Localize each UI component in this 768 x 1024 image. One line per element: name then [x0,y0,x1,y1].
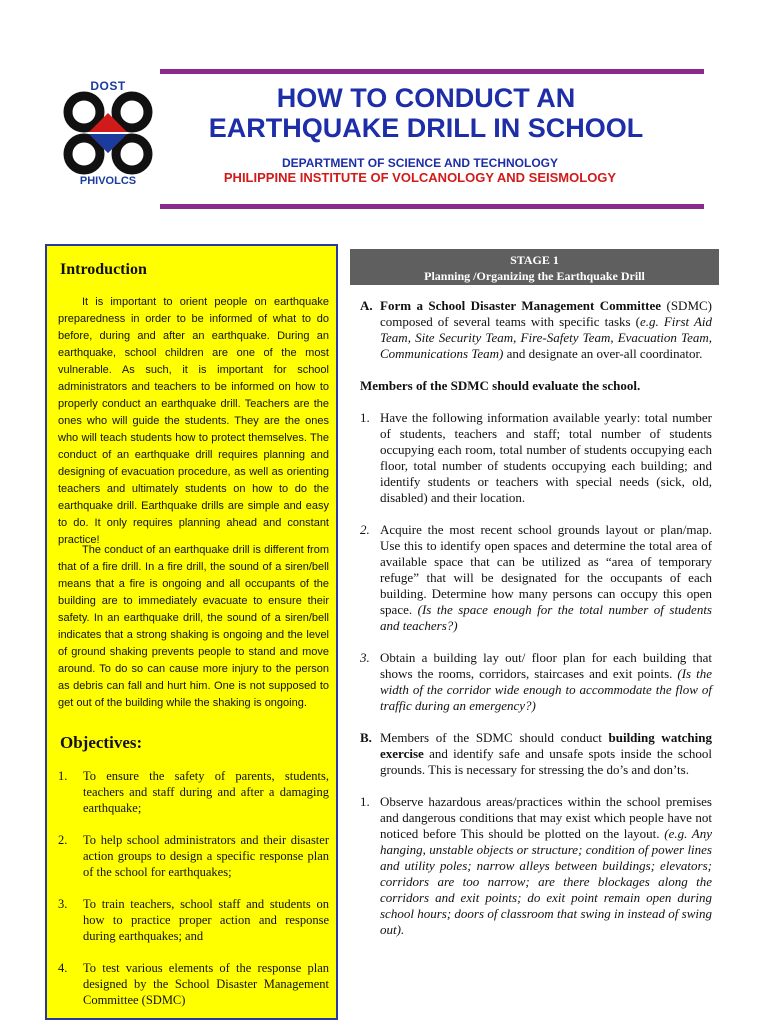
intro-paragraph-2: The conduct of an earthquake drill is different from that of a fire drill. In a fire drill, the sound of a siren/bell means that a fire is ongoing and all occupants of the building are to immediately evacuate to ensure their safety. In an earthquake drill, the sound of a siren/bell indicates that a strong shaking is ongoing and the level of ground shaking prevents people to stand and move around. To do so can cause more injury to the person as debris can fall and hurt him. One is not supposed to get out of the building while the shaking is ongoing. [58,544,329,709]
logo-emblem-icon [62,91,154,175]
section-b: B. Members of the SDMC should conduct building watching exercise and identify safe and unsafe spots inside the school grounds. This is necessary for stressing the do’s and don’ts. [360,730,712,777]
header-rule-bottom [160,204,704,209]
phivolcs-logo [60,79,156,191]
title-line-2: EARTHQUAKE DRILL IN SCHOOL [208,113,644,143]
list-item: 1. Have the following information available yearly: total number of students, teachers and staff; total number of students occupying each room, total number of students occupying each floor, total number of students occupying each building; and identify students or teachers with special needs (sick, old, disabled) and their location. [360,410,712,505]
list-item: 1. To ensure the safety of parents, students, teachers and staff during and after a damaging earthquake; [58,769,329,815]
objectives-list [58,768,329,1020]
list-item: 1. Observe hazardous areas/practices within the school premises and dangerous conditions that may exist which people have not noticed before This should be plotted on the layout. (e.g. Any hanging, unstable objects or structure; condition of power lines and utility poles; narrow alleys between buildings; elevators; corridors are too narrow; are there blockages along the corridors and exit points; do exit point remain open during school hours; doors of classroom that swing in instead of swing out). [360,794,713,937]
intro-objectives-panel [45,244,338,1020]
list-item: 2. To help school administrators and their disaster action groups to design a specific response plan of the school for earthquakes; [58,833,329,879]
stage-title: STAGE 1 [510,253,559,267]
list-item: 3. Obtain a building lay out/ floor plan for each building that shows the rooms, corridors, staircases and exit points. (Is the width of the corridor wide enough to accommodate the flow of traffic during an emergency?) [360,650,712,713]
list-item: 2. Acquire the most recent school grounds layout or plan/map. Use this to identify open spaces and determine the total area of available space that can be utilized as “area of temporary refuge” that will be designated for the occupants of each building. Determine how many persons can occupy this open space. (Is the space enough for the total number of students and teachers?) [360,522,712,633]
introduction-heading: Introduction [60,261,147,278]
objectives-heading: Objectives: [60,733,143,752]
title-line-1: HOW TO CONDUCT AN [276,83,576,113]
institute-name: PHILIPPINE INSTITUTE OF VOLCANOLOGY AND SEISMOLOGY [223,170,617,185]
section-a: A. Form a School Disaster Management Committee (SDMC) composed of several teams with specific tasks (e.g. First Aid Team, Site Security Team, Fire-Safety Team, Evacuation Team, Communications Team) and designate an over-all coordinator. [360,298,713,361]
stage-banner [350,249,719,285]
department-name: DEPARTMENT OF SCIENCE AND TECHNOLOGY [281,156,558,170]
header-rule-top [160,69,704,74]
list-item: 3. To train teachers, school staff and students on how to practice proper action and response during earthquakes; and [58,897,329,943]
stage-content [360,298,712,954]
intro-paragraph-1: It is important to orient people on earthquake preparedness in order to be informed of what to do before, during and after an earthquake. During an earthquake, school children are one of the most vulnerable. As such, it is important for school administrators and teachers to be informed on how to properly conduct an earthquake drill. Teachers are the ones who will guide the students. They are the ones who will teach students how to protect themselves. The conduct of an earthquake drill requires planning and designing of evacuation procedure, as well as orienting teachers and ultimately students on how to do the earthquake drill. Earthquake drills are simple and easy to do. It only requires planning ahead and constant practice! [58,296,329,546]
page-title [176,84,676,143]
members-heading: Members of the SDMC should evaluate the school. [360,378,641,393]
logo-top-text: DOST [90,79,126,93]
list-item: 4. To test various elements of the response plan designed by the School Disaster Management Committee (SDMC) [58,961,329,1007]
logo-bottom-text: PHIVOLCS [79,175,137,187]
stage-subtitle: Planning /Organizing the Earthquake Drill [424,269,645,283]
